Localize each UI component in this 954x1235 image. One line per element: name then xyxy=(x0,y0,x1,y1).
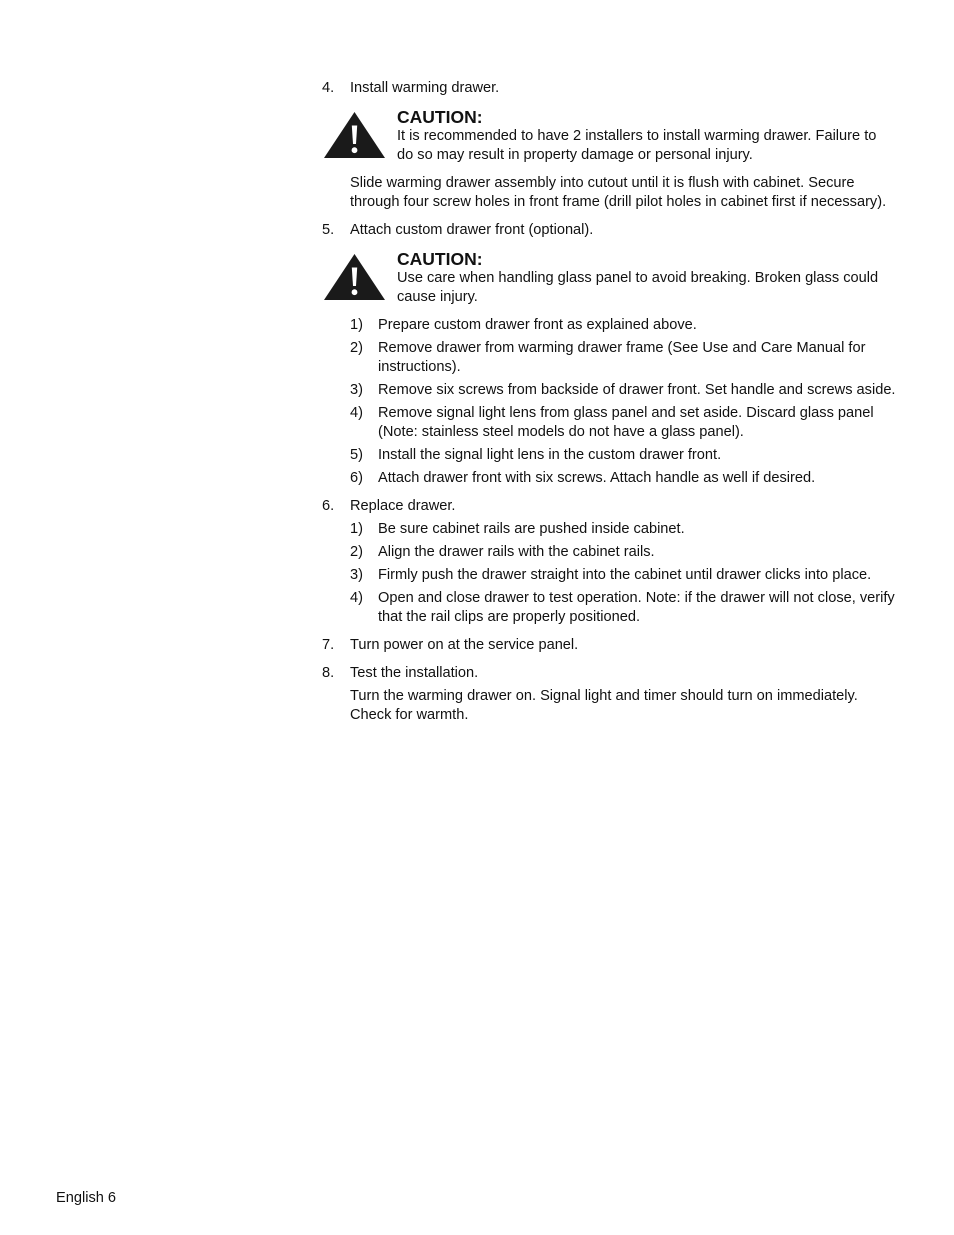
substep-number: 1) xyxy=(350,521,363,537)
step-number: 6. xyxy=(322,498,335,514)
caution-text: Use care when handling glass panel to avoid breaking. Broken glass could cause injury. xyxy=(397,270,879,305)
warning-triangle-icon xyxy=(323,111,386,159)
step-text: Replace drawer. xyxy=(350,498,456,514)
substep-text: Be sure cabinet rails are pushed inside cabinet. xyxy=(378,521,685,537)
caution-title: CAUTION: xyxy=(397,249,483,269)
substep-text: Remove six screws from backside of drawer front. Set handle and screws aside. xyxy=(378,382,896,398)
step-number: 4. xyxy=(322,80,335,96)
step-text: Test the installation. xyxy=(350,665,479,681)
list-item xyxy=(350,381,896,400)
caution-title: CAUTION: xyxy=(397,107,483,127)
list-item xyxy=(350,404,896,442)
caution-box-2 xyxy=(322,249,896,307)
step-4-detail: Slide warming drawer assembly into cutout until it is flush with cabinet. Secure through four screw holes in front frame (drill pilot holes in cabinet first if necessary). xyxy=(350,175,887,210)
list-item xyxy=(350,566,896,585)
substep-number: 6) xyxy=(350,470,363,486)
step-number: 7. xyxy=(322,637,335,653)
caution-box-1 xyxy=(322,107,896,165)
substep-text: Align the drawer rails with the cabinet rails. xyxy=(378,544,655,560)
list-item xyxy=(350,543,896,562)
substep-number: 4) xyxy=(350,590,363,606)
step-5-substeps xyxy=(350,316,896,488)
step-text: Attach custom drawer front (optional). xyxy=(350,222,594,238)
step-number: 8. xyxy=(322,665,335,681)
page-footer: English 6 xyxy=(56,1190,117,1206)
substep-text: Install the signal light lens in the custom drawer front. xyxy=(378,447,722,463)
instructions-column xyxy=(322,79,896,725)
step-5 xyxy=(322,221,896,240)
step-4 xyxy=(322,79,896,98)
substep-number: 4) xyxy=(350,405,363,421)
warning-triangle-icon xyxy=(323,253,386,301)
list-item xyxy=(350,446,896,465)
substep-text: Attach drawer front with six screws. Attach handle as well if desired. xyxy=(378,470,816,486)
step-text: Install warming drawer. xyxy=(350,80,500,96)
list-item xyxy=(350,316,896,335)
substep-number: 1) xyxy=(350,317,363,333)
substep-text: Firmly push the drawer straight into the cabinet until drawer clicks into place. xyxy=(378,567,872,583)
list-item xyxy=(350,589,896,627)
substep-number: 5) xyxy=(350,447,363,463)
substep-number: 3) xyxy=(350,382,363,398)
step-number: 5. xyxy=(322,222,335,238)
list-item xyxy=(350,520,896,539)
step-text: Turn power on at the service panel. xyxy=(350,637,579,653)
substep-number: 2) xyxy=(350,544,363,560)
step-6 xyxy=(322,497,896,516)
list-item xyxy=(350,469,896,488)
step-8 xyxy=(322,664,896,683)
list-item xyxy=(350,339,896,377)
substep-text: Open and close drawer to test operation. Note: if the drawer will not close, verify that the rail clips are properly positioned. xyxy=(378,590,895,625)
caution-text: It is recommended to have 2 installers to install warming drawer. Failure to do so may result in property damage or personal injury. xyxy=(397,128,877,163)
step-7 xyxy=(322,636,896,655)
substep-number: 2) xyxy=(350,340,363,356)
step-8-detail: Turn the warming drawer on. Signal light and timer should turn on immediately. Check for warmth. xyxy=(350,688,858,723)
substep-text: Remove signal light lens from glass panel and set aside. Discard glass panel (Note: stainless steel models do not have a glass panel). xyxy=(378,405,874,440)
step-6-substeps xyxy=(350,520,896,627)
substep-text: Prepare custom drawer front as explained above. xyxy=(378,317,697,333)
substep-text: Remove drawer from warming drawer frame (See Use and Care Manual for instructions). xyxy=(378,340,866,375)
substep-number: 3) xyxy=(350,567,363,583)
